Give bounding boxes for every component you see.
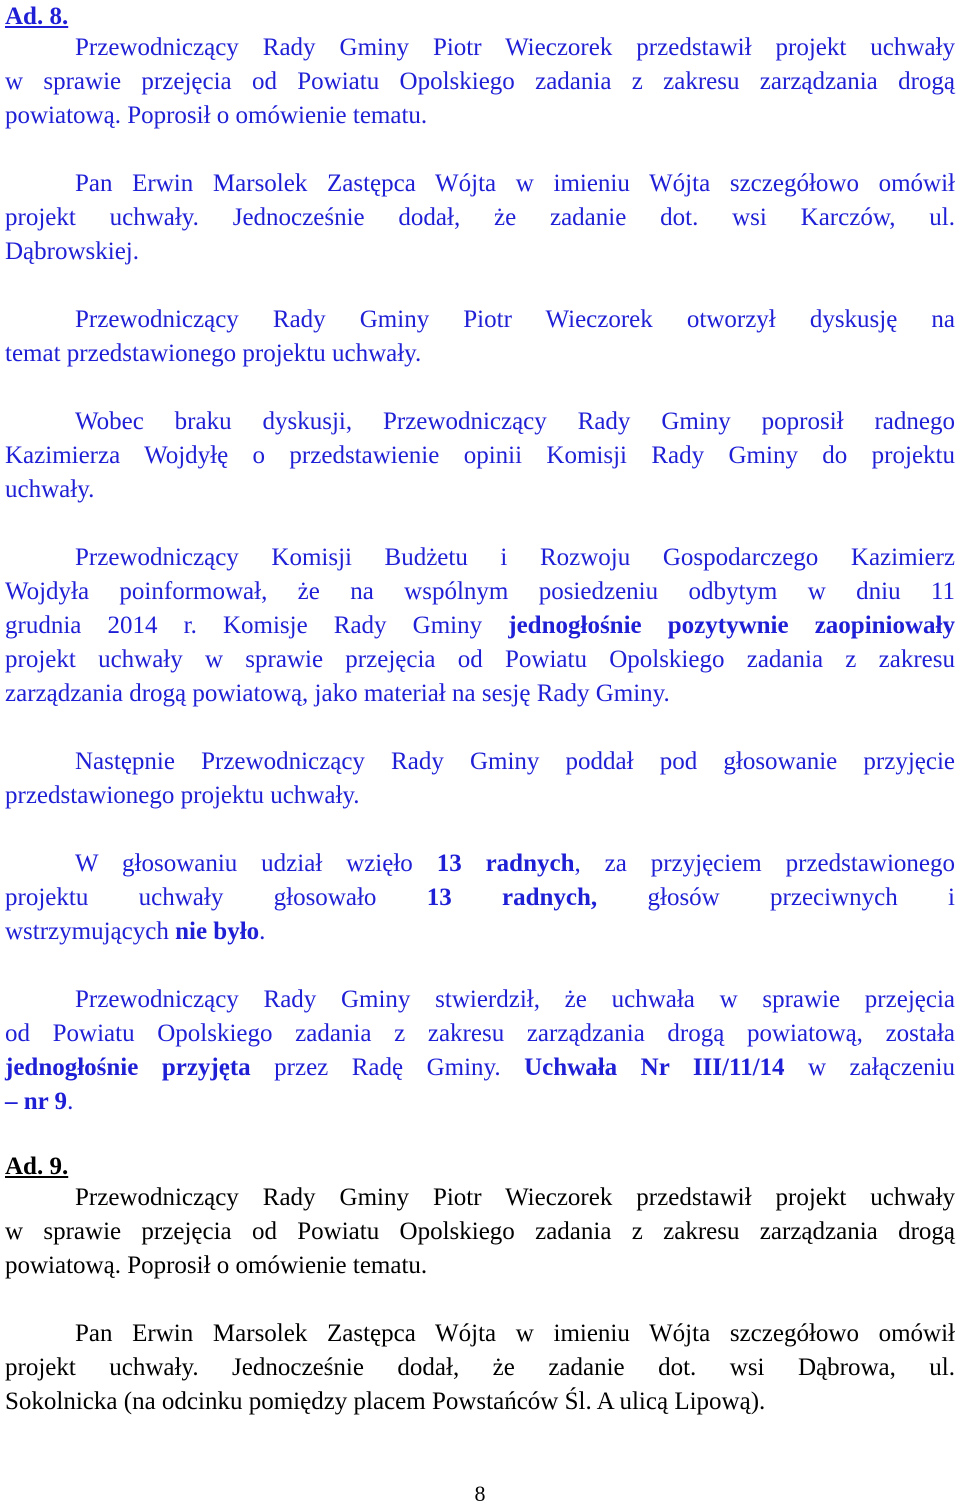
s8-p8-line3-bold2: Uchwała Nr III/11/14 bbox=[524, 1054, 785, 1081]
s8-p5-line4: projekt uchwały w sprawie przejęcia od Powiatu Opolskiego zadania z zakresu bbox=[5, 646, 955, 673]
s8-p3-line1: Przewodniczący Rady Gminy Piotr Wieczorek otworzył dyskusję na bbox=[75, 306, 955, 333]
s8-p2-line3: Dąbrowskiej. bbox=[5, 238, 139, 265]
s8-p8-line1: Przewodniczący Rady Gminy stwierdził, że uchwała w sprawie przejęcia bbox=[75, 986, 955, 1013]
page-number: 8 bbox=[474, 1481, 486, 1506]
s8-p7-line2-a: projektu uchwały głosowało bbox=[5, 884, 427, 911]
s8-p5-line3-text: grudnia 2014 r. Komisje Rady Gminy bbox=[5, 612, 509, 639]
s9-p2-line1: Pan Erwin Marsolek Zastępca Wójta w imieniu Wójta szczegółowo omówił bbox=[75, 1320, 955, 1347]
s8-p7-line1-a: W głosowaniu udział wzięło bbox=[75, 850, 437, 877]
s8-p8-line2: od Powiatu Opolskiego zadania z zakresu zarządzania drogą powiatową, została bbox=[5, 1020, 955, 1047]
s8-p7-line2-c: głosów przeciwnych i bbox=[597, 884, 956, 911]
s8-p4-line3: uchwały. bbox=[5, 476, 95, 503]
section-9-heading: Ad. 9. bbox=[5, 1153, 69, 1180]
s8-p8-line3 bbox=[5, 1051, 955, 1085]
s9-p2-line3: Sokolnicka (na odcinku pomiędzy placem Powstańców Śl. A ulicą Lipową). bbox=[5, 1388, 766, 1415]
s8-p8-line4-bold: – nr 9 bbox=[5, 1088, 68, 1115]
s8-p1-line3: powiatową. Poprosił o omówienie tematu. bbox=[5, 102, 428, 129]
s8-p8-line3-bold1: jednogłośnie przyjęta bbox=[5, 1054, 251, 1081]
s8-p2-line2: projekt uchwały. Jednocześnie dodał, że zadanie dot. wsi Karczów, ul. bbox=[5, 204, 955, 231]
s8-p7-line1-bold: 13 radnych bbox=[436, 850, 575, 877]
s8-p7-line1 bbox=[5, 847, 955, 881]
s9-p1-line3: powiatową. Poprosił o omówienie tematu. bbox=[5, 1252, 428, 1279]
s9-p2-line2: projekt uchwały. Jednocześnie dodał, że zadanie dot. wsi Dąbrowa, ul. bbox=[5, 1354, 955, 1381]
s8-p7-line2-bold: 13 radnych, bbox=[426, 884, 598, 911]
s9-p1-line2: w sprawie przejęcia od Powiatu Opolskiego zadania z zakresu zarządzania drogą bbox=[5, 1218, 955, 1245]
s8-p1-line1: Przewodniczący Rady Gminy Piotr Wieczorek przedstawił projekt uchwały bbox=[75, 34, 955, 61]
s8-p5-line3-bold: jednogłośnie pozytywnie zaopiniowały bbox=[508, 612, 955, 639]
s8-p7-line3 bbox=[5, 915, 955, 949]
s8-p3-line2: temat przedstawionego projektu uchwały. bbox=[5, 340, 422, 367]
s8-p4-line1: Wobec braku dyskusji, Przewodniczący Rady Gminy poprosił radnego bbox=[75, 408, 955, 435]
s8-p5-line3 bbox=[5, 609, 955, 643]
s8-p6-line1: Następnie Przewodniczący Rady Gminy poddał pod głosowanie przyjęcie bbox=[75, 748, 955, 775]
s8-p5-line1: Przewodniczący Komisji Budżetu i Rozwoju Gospodarczego Kazimierz bbox=[75, 544, 955, 571]
s8-p1-line2: w sprawie przejęcia od Powiatu Opolskiego zadania z zakresu zarządzania drogą bbox=[5, 68, 955, 95]
s8-p7-line3-bold: nie było bbox=[175, 918, 260, 945]
s8-p8-line4-text: . bbox=[67, 1088, 74, 1115]
s8-p7-line3-a: wstrzymujących bbox=[5, 918, 176, 945]
s8-p2-line1: Pan Erwin Marsolek Zastępca Wójta w imieniu Wójta szczegółowo omówił bbox=[75, 170, 955, 197]
s8-p8-line3-text2: w załączeniu bbox=[784, 1054, 955, 1081]
s8-p5-line2: Wojdyła poinformował, że na wspólnym posiedzeniu odbytym w dniu 11 bbox=[5, 578, 955, 605]
s8-p4-line2: Kazimierza Wojdyłę o przedstawienie opinii Komisji Rady Gminy do projektu bbox=[5, 442, 955, 469]
s8-p8-line4 bbox=[5, 1085, 955, 1119]
s9-p1-line1: Przewodniczący Rady Gminy Piotr Wieczorek przedstawił projekt uchwały bbox=[75, 1184, 955, 1211]
s8-p5-line5: zarządzania drogą powiatową, jako materiał na sesję Rady Gminy. bbox=[5, 680, 670, 707]
s8-p7-line2 bbox=[5, 881, 955, 915]
s8-p7-line1-c: , za przyjęciem przedstawionego bbox=[574, 850, 956, 877]
section-8-heading: Ad. 8. bbox=[5, 3, 69, 30]
s8-p7-line3-c: . bbox=[259, 918, 266, 945]
s8-p8-line3-text1: przez Radę Gminy. bbox=[250, 1054, 525, 1081]
s8-p6-line2: przedstawionego projektu uchwały. bbox=[5, 782, 360, 809]
